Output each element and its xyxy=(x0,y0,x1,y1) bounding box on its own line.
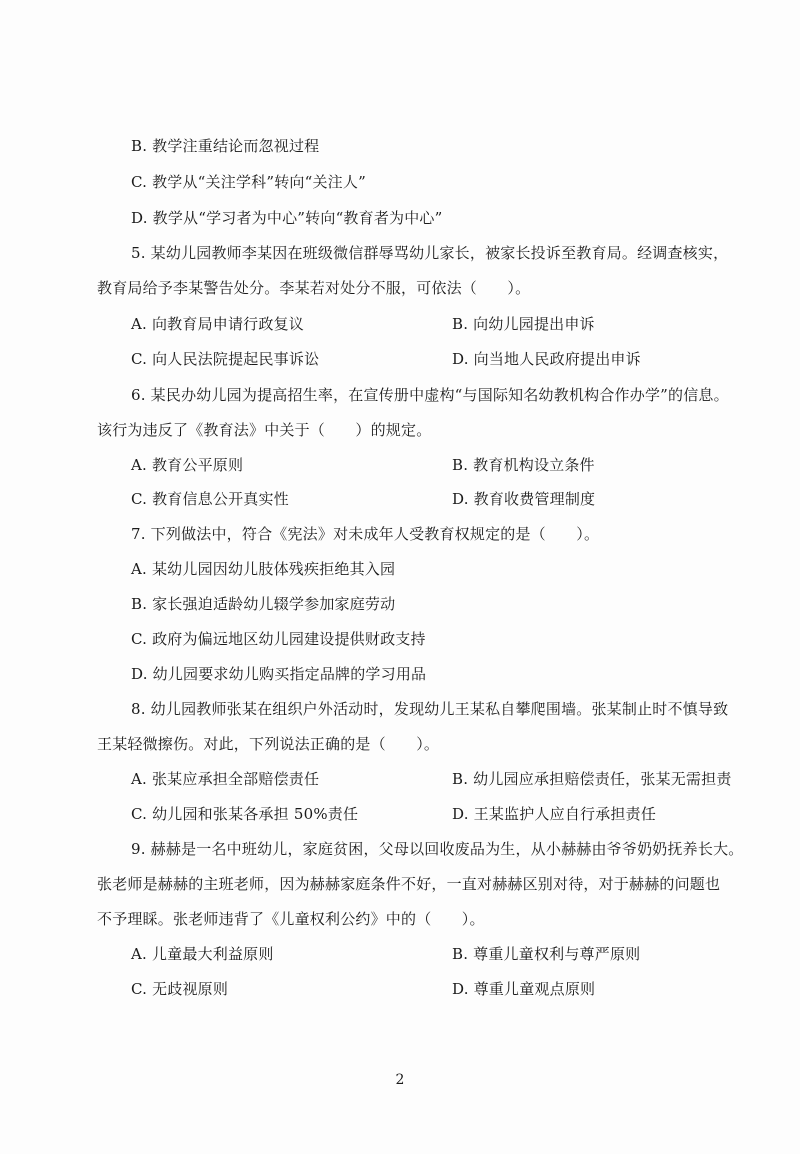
q6-option-c: C. 教育信息公开真实性 xyxy=(131,490,289,508)
q6-option-d: D. 教育收费管理制度 xyxy=(452,490,596,508)
q6-stem-line-2: 该行为违反了《教育法》中关于（ ）的规定。 xyxy=(97,421,432,439)
q8-option-d: D. 王某监护人应自行承担责任 xyxy=(452,805,657,823)
q5-stem-line-2: 教育局给予李某警告处分。李某若对处分不服，可依法（ ）。 xyxy=(97,279,531,297)
q5-option-b: B. 向幼儿园提出申诉 xyxy=(452,315,595,333)
q7-option-a: A. 某幼儿园因幼儿肢体残疾拒绝其入园 xyxy=(131,560,396,578)
q9-option-b: B. 尊重儿童权利与尊严原则 xyxy=(452,945,641,963)
prev-option-b: B. 教学注重结论而忽视过程 xyxy=(131,137,320,155)
q6-stem-line-1: 6. 某民办幼儿园为提高招生率，在宣传册中虚构“与国际知名幼教机构合作办学”的信息。 xyxy=(131,386,729,404)
q8-option-c: C. 幼儿园和张某各承担 50%责任 xyxy=(131,805,359,823)
q7-option-c: C. 政府为偏远地区幼儿园建设提供财政支持 xyxy=(131,630,426,648)
q8-stem-line-1: 8. 幼儿园教师张某在组织户外活动时，发现幼儿王某私自攀爬围墙。张某制止时不慎导致 xyxy=(131,700,729,718)
q7-option-d: D. 幼儿园要求幼儿购买指定品牌的学习用品 xyxy=(131,665,427,683)
q9-option-a: A. 儿童最大利益原则 xyxy=(131,945,274,963)
q5-option-c: C. 向人民法院提起民事诉讼 xyxy=(131,350,320,368)
q6-option-a: A. 教育公平原则 xyxy=(131,456,244,474)
q9-stem-line-1: 9. 赫赫是一名中班幼儿，家庭贫困，父母以回收废品为生，从小赫赫由爷爷奶奶抚养长大。 xyxy=(131,840,744,858)
q9-option-c: C. 无歧视原则 xyxy=(131,980,229,998)
q5-option-a: A. 向教育局申请行政复议 xyxy=(131,315,304,333)
q5-option-d: D. 向当地人民政府提出申诉 xyxy=(452,350,641,368)
q8-option-b: B. 幼儿园应承担赔偿责任，张某无需担责 xyxy=(452,770,732,788)
q8-stem-line-2: 王某轻微擦伤。对此，下列说法正确的是（ ）。 xyxy=(97,735,440,753)
q6-option-b: B. 教育机构设立条件 xyxy=(452,456,595,474)
prev-option-c: C. 教学从“关注学科”转向“关注人” xyxy=(131,173,366,191)
prev-option-d: D. 教学从“学习者为中心”转向“教育者为中心” xyxy=(131,209,443,227)
q7-option-b: B. 家长强迫适龄幼儿辍学参加家庭劳动 xyxy=(131,595,396,613)
q5-stem-line-1: 5. 某幼儿园教师李某因在班级微信群辱骂幼儿家长，被家长投诉至教育局。经调查核实， xyxy=(131,244,729,262)
page-number: 2 xyxy=(395,1072,405,1088)
q8-option-a: A. 张某应承担全部赔偿责任 xyxy=(131,770,320,788)
q9-option-d: D. 尊重儿童观点原则 xyxy=(452,980,596,998)
q9-stem-line-3: 不予理睬。张老师违背了《儿童权利公约》中的（ ）。 xyxy=(97,910,485,928)
q9-stem-line-2: 张老师是赫赫的主班老师，因为赫赫家庭条件不好，一直对赫赫区别对待，对于赫赫的问题也 xyxy=(97,875,721,893)
q7-stem: 7. 下列做法中，符合《宪法》对未成年人受教育权规定的是（ ）。 xyxy=(131,525,600,543)
